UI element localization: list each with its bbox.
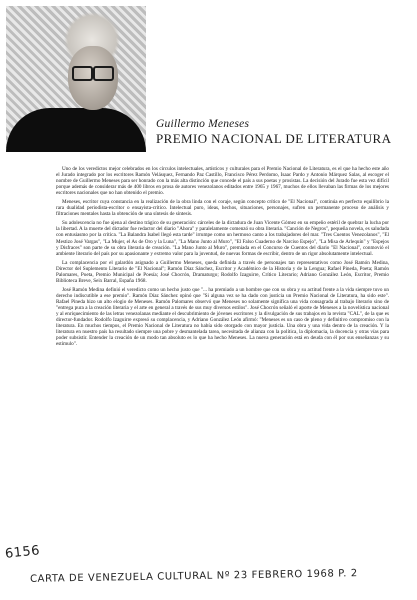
handwritten-source-note: CARTA DE VENEZUELA CULTURAL Nº 23 FEBRERO 1968 P. 2 — [29, 568, 358, 585]
portrait-shoulders — [6, 108, 146, 152]
author-portrait-photo — [6, 6, 146, 152]
article-body — [56, 166, 389, 350]
article-paragraph: Meneses, escritor cuya constancia en la realización de la obra linda con el coraje, según concepto crítico de "El Nacional", continúa en perfecto equilibrio la rara dualidad periodista-escritor o ensayista-crítico. Intelectual puro, ideas, hechos, situaciones, personajes, sufren un permanente proceso de análisis y filtraciones mentales hasta la obtención de una síntesis de síntesis. — [56, 199, 389, 218]
portrait-glasses — [72, 66, 114, 78]
article-paragraph: Su adolescencia no fue ajena al destino trágico de su generación: cárceles de la dictadura de Juan Vicente Gómez en su empeño estéril de quebrar la lucha por la libertad. A la muerte del dictador fue redactor del diario "Ahora" y paralelamente comenzó su obra literaria. "Canción de Negros", pequeña novela, es saludada con entusiasmo por la crítica. "La Balandra Isabel llegó esta tarde" irrumpe como un hermoso canto a los trabajadores del mar. "Tres Cuentos Venezolanos", "El Mestizo José Vargas", "La Mujer, el As de Oro y la Luna", "La Mano Junto al Muro", "El Falso Cuaderno de Narciso Espejo", "La Misa de Arlequín" y "Espejos y Disfraces" son parte de su obra literaria de creación. "La Mano Junto al Muro", premiada en el Concurso de Cuentos del diario "El Nacional", conmovió el ambiente literario del país por su apasionante y extremo valor para la juventud, de nuevas formas de escribir, dentro de un rigor absolutamente intelectual. — [56, 220, 389, 257]
article-paragraph: La complacencia por el galardón asignado a Guillermo Meneses, queda definida a través de personajes tan representativos como José Ramón Medina, Director del Suplemento Literario de "El Nacional"; Ramón Díaz Sánchez, Escritor y Académico de la Historia y de la Lengua; Rafael Pineda, Poeta; Ramón Palomares, Poeta, Premio Municipal de Poesía; José Chocrón, Dramaturgo; Rodolfo Izaguirre, Crítico Literario; Adriano González León, Escritor, Premio Biblioteca Breve, Seix Barral, España 1968. — [56, 259, 389, 284]
article-paragraph: José Ramón Medina definió el veredicto como un hecho justo que "... ha premiado a un hombre que con su obra y su actitud frente a la vida siempre tuvo un derecho indiscutible a ese premio". Ramón Díaz Sánchez opinó que "Si alguna vez se ha dado con justicia un Premio Nacional de Literatura, ha sido este". Rafael Pineda hizo un alto elogio de Meneses. Ramón Palomares observó que Meneses no solamente significa una vida consagrada al trabajo literario sino de "entrega pura a la creación literaria y el arte en general a través de sus muy diversos estilos". José Chocrón señaló el aporte de Meneses a la novelística nacional y al enriquecimiento de las letras venezolanas mediante el descubrimiento de jóvenes escritores y la divulgación de sus trabajos en la revista "CAL", de la que es director-fundador. Rodolfo Izaguirre expresó su complacencia, y Adriano González León afirmó: "Meneses es un caso de pleno y definitivo compromiso con la literatura. En muchos tiempos, el Premio Nacional de Literatura no había sido otorgado con mayor justicia. Una obra y una vida dentro de la creación. Y la literatura en nuestro país ha resultado siempre una pobre y desmantelada tarea, necesitada de alianza con la política, la diplomacia, la docencia y otras vías para poder subsistir. Entender la creación de un modo tan absoluto es lo que ha hecho Meneses. La nueva generación está en deuda con él por sus enseñanzas y su estímulo". — [56, 286, 389, 348]
article-paragraph: Uno de los veredictos mejor celebrados en los círculos intelectuales, artísticos y culturales para el Premio Nacional de Literatura, es el que ha hecho este año el Jurado integrado por los escritores Ramón Velásquez, Fernando Paz Castillo, Francisco Pérez Perdomo, Isaac Pardo y Antonio Márquez Salas, al escoger el nombre de Guillermo Meneses para ser honrado con la más alta distinción que concede el país a sus poetas y prosistas. La decisión del Jurado fue esta vez difícil porque además de considerar más de 400 libros en prosa de autores venezolanos editados entre 1965 y 1967, muchos de ellos llevaban las firmas de los mejores escritores nacionales que no han obtenido el premio. — [56, 166, 389, 197]
author-name: Guillermo Meneses — [156, 118, 250, 130]
handwritten-archive-number: 6156 — [4, 543, 41, 562]
article-headline: PREMIO NACIONAL DE LITERATURA — [156, 131, 392, 146]
